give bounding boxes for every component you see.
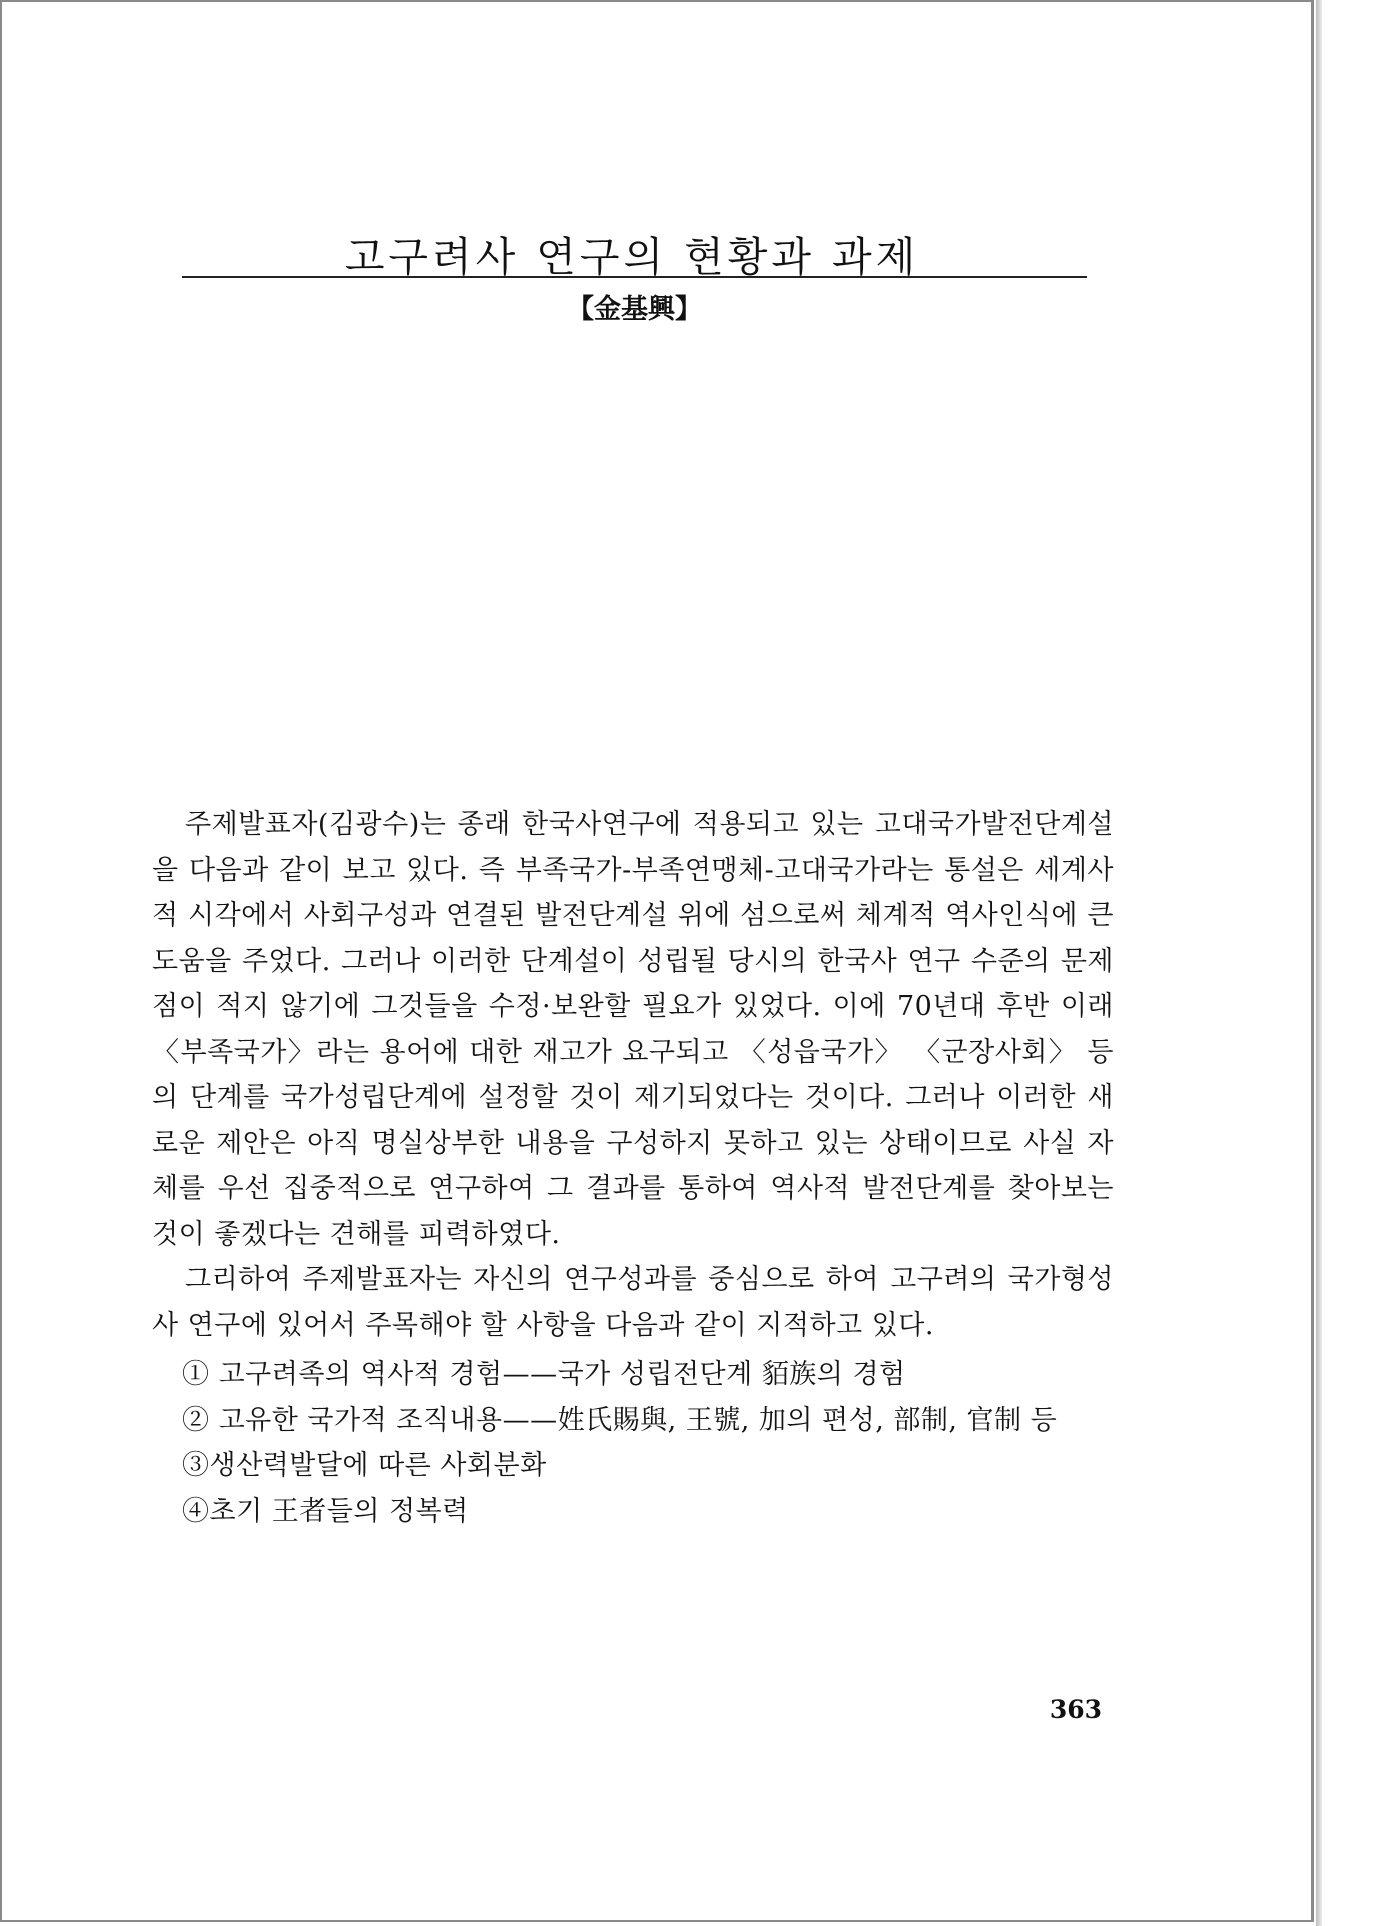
page-edge-shadow — [1316, 0, 1322, 1926]
author-name: 【金基興】 — [567, 294, 702, 325]
title-rule — [182, 276, 1087, 278]
list-item: ① 고구려족의 역사적 경험——국가 성립전단계 貊族의 경험 — [182, 1359, 906, 1390]
list-item: ③생산력발달에 따른 사회분화 — [182, 1450, 547, 1481]
article-body — [152, 802, 1114, 1534]
list-item: ② 고유한 국가적 조직내용——姓氏賜與, 王號, 加의 편성, 部制, 官制 등 — [182, 1404, 1058, 1436]
list-item: ④초기 王者들의 정복력 — [182, 1495, 469, 1527]
body-paragraph: 주제발표자(김광수)는 종래 한국사연구에 적용되고 있는 고대국가발전단계설을 다음과 같이 보고 있다. 즉 부족국가-부족연맹체-고대국가라는 통설은 세계사적 시각에서 사회구성과 연결된 발전단계설 위에 섬으로써 체계적 역사인식에 큰 도움을 주었다. 그러나 이러한 단계설이 성립될 당시의 한국사 연구 수준의 문제점이 적지 않기에 그것들을 수정·보완할 필요가 있었다. 이에 70년대 후반 이래 〈부족국가〉라는 용어에 대한 재고가 요구되고 〈성읍국가〉 〈군장사회〉 등의 단계를 국가성립단계에 설정할 것이 제기되었다는 것이다. 그러나 이러한 새로운 제안은 아직 명실상부한 내용을 구성하지 못하고 있는 상태이므로 사실 자체를 우선 집중적으로 연구하여 그 결과를 통하여 역사적 발전단계를 찾아보는 것이 좋겠다는 견해를 피력하였다. — [152, 809, 1114, 1250]
points-list — [152, 1352, 1114, 1534]
page-number: 363 — [1049, 1695, 1102, 1724]
body-paragraph: 그리하여 주제발표자는 자신의 연구성과를 중심으로 하여 고구려의 국가형성사 연구에 있어서 주목해야 할 사항을 다음과 같이 지적하고 있다. — [152, 1264, 1114, 1341]
article-title: 고구려사 연구의 현황과 과제 — [344, 233, 920, 281]
